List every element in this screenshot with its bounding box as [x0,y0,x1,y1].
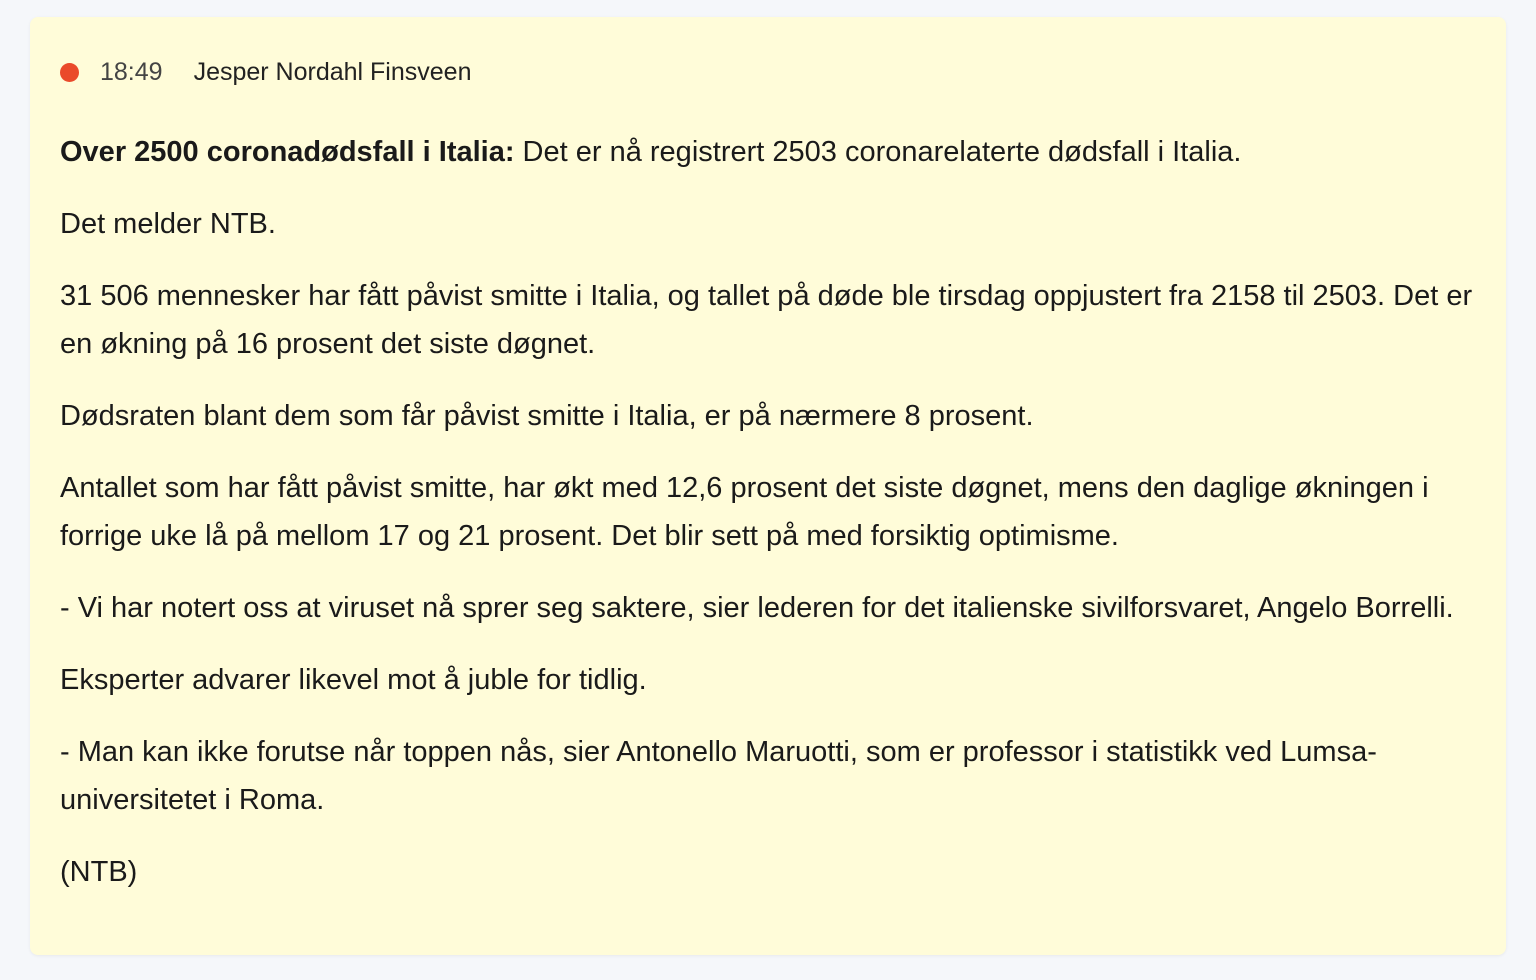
post-paragraph: Antallet som har fått påvist smitte, har økt med 12,6 prosent det siste døgnet, mens den daglige økningen i forrige uke lå på mellom 17 og 21 prosent. Det blir sett på med forsiktig optimisme. [60,472,1429,552]
post-paragraph: - Vi har notert oss at viruset nå sprer seg saktere, sier lederen for det italienske sivilforsvaret, Angelo Borrelli. [60,592,1454,624]
live-post-card [30,17,1506,955]
post-paragraph: 31 506 mennesker har fått påvist smitte i Italia, og tallet på døde ble tirsdag oppjustert fra 2158 til 2503. Det er en økning på 16 prosent det siste døgnet. [60,280,1473,360]
post-paragraph [60,128,1476,176]
post-lead: Over 2500 coronadødsfall i Italia: [60,136,515,168]
post-paragraph: Dødsraten blant dem som får påvist smitte i Italia, er på nærmere 8 prosent. [60,400,1034,432]
post-author: Jesper Nordahl Finsveen [193,58,472,86]
post-paragraph: - Man kan ikke forutse når toppen nås, sier Antonello Maruotti, som er professor i statistikk ved Lumsa-universitetet i Roma. [60,736,1377,816]
post-paragraph: Det melder NTB. [60,208,276,240]
post-paragraph: Eksperter advarer likevel mot å juble for tidlig. [60,664,647,696]
post-body [60,128,1476,920]
post-time: 18:49 [100,58,163,86]
post-paragraph-text: Det er nå registrert 2503 coronarelaterte dødsfall i Italia. [514,136,1242,168]
post-paragraph: (NTB) [60,856,138,888]
post-meta [60,57,471,87]
live-indicator-dot [60,63,79,82]
